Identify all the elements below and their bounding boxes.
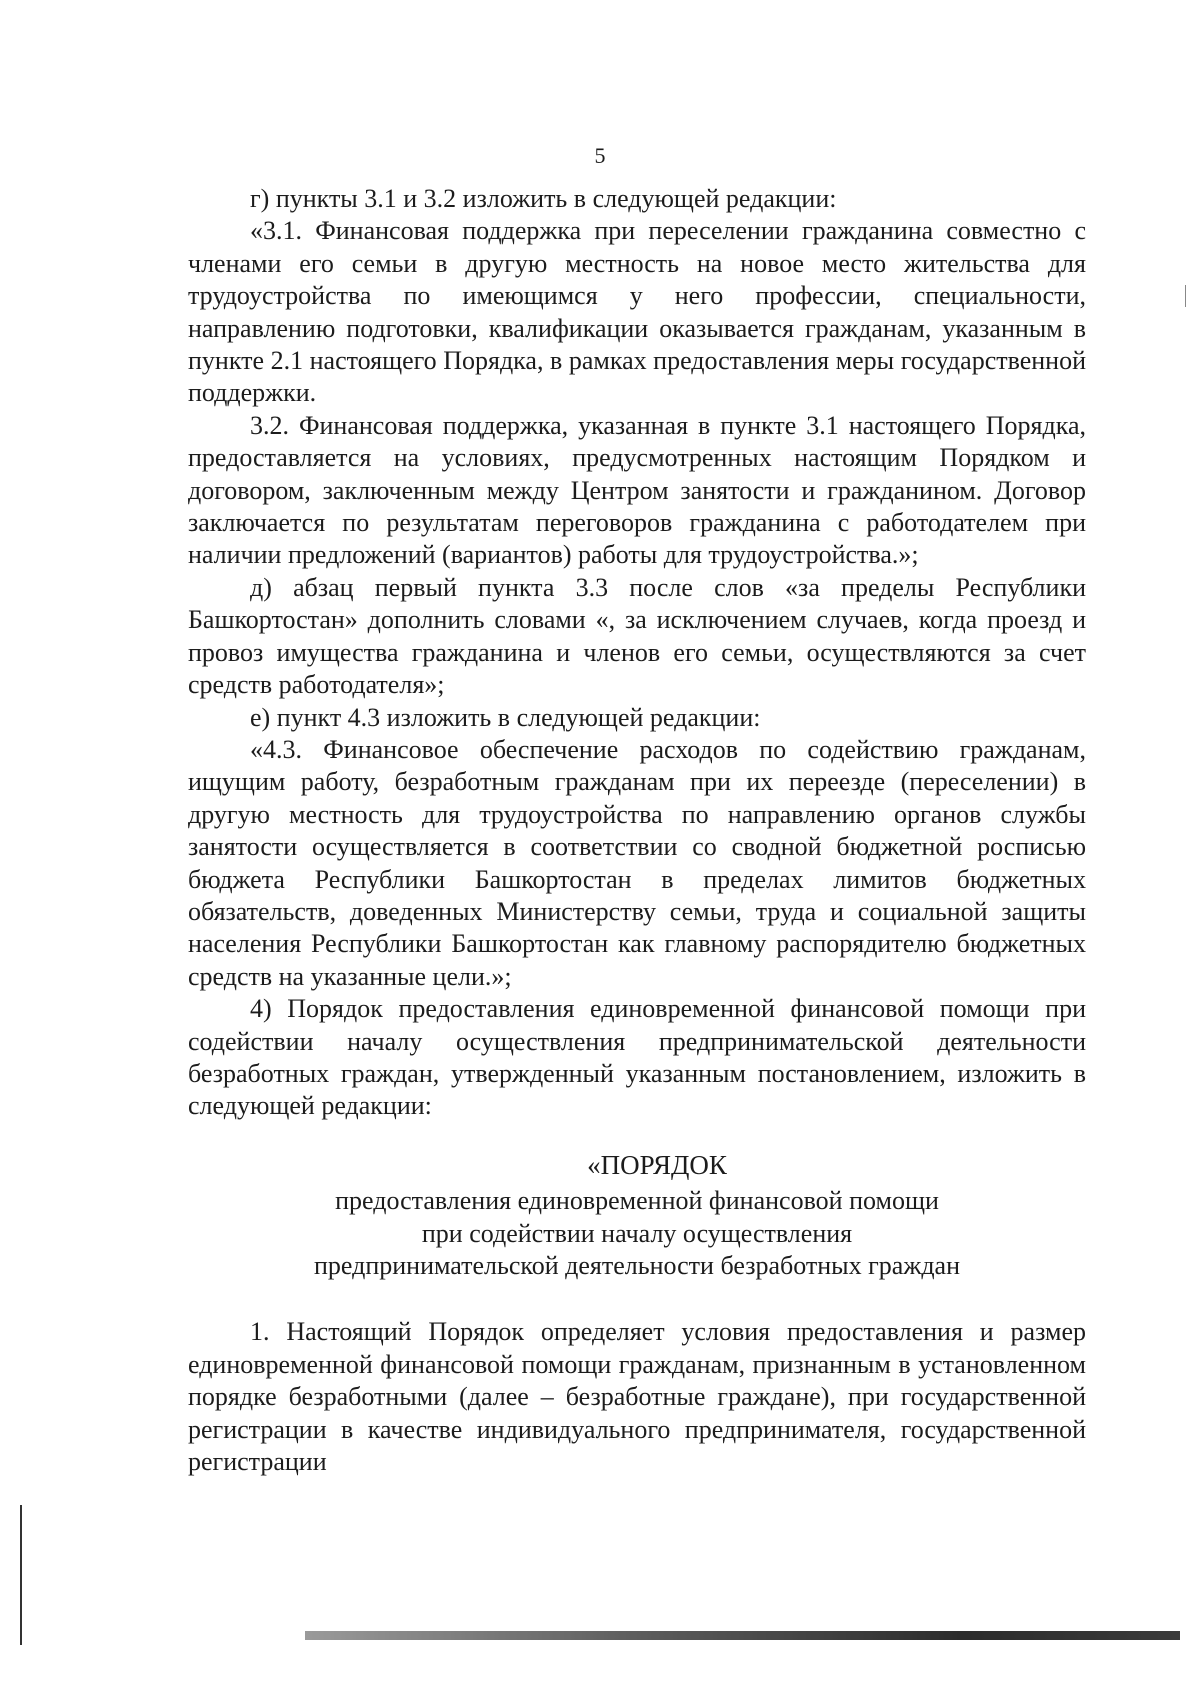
paragraph-item-e: е) пункт 4.3 изложить в следующей редакции: <box>250 702 761 732</box>
page-number: 5 <box>594 143 606 168</box>
paragraph-order-clause-1: 1. Настоящий Порядок определяет условия предоставления и размер единовременной финансовой помощи гражданам, признанным в установленном порядке безработными (далее – безработные граждане), при государственной регистрации в качестве индивидуального предпринимателя, государственной регистрации <box>188 1317 1086 1477</box>
paragraph-item-d: д) абзац первый пункта 3.3 после слов «за пределы Республики Башкортостан» дополнить словами «, за исключением случаев, когда проезд и провоз имущества гражданина и членов его семьи, осуществляются за счет средств работодателя»; <box>188 572 1086 700</box>
paragraph-clause-3-1: «3.1. Финансовая поддержка при переселении гражданина совместно с членами его семьи в другую местность на новое место жительства для трудоустройства по имеющимся у него профессии, специальности, направлению подготовки, квалификации оказывается гражданам, указанным в пункте 2.1 настоящего Порядка, в рамках предоставления меры государственной поддержки. <box>188 216 1086 408</box>
paragraph-clause-4-3: «4.3. Финансовое обеспечение расходов по содействию гражданам, ищущим работу, безработным гражданам при их переезде (переселении) в другую местность для трудоустройства по направлению органов службы занятости осуществляется в соответствии со сводной бюджетной росписью бюджета Республики Башкортостан в пределах лимитов бюджетных обязательств, доведенных Министерству семьи, труда и социальной защиты населения Республики Башкортостан как главному распорядителю бюджетных средств на указанные цели.»; <box>188 734 1086 991</box>
title-line-2: при содействии началу осуществления <box>421 1218 853 1248</box>
document-body <box>188 183 1086 1478</box>
document-title <box>188 1149 1086 1283</box>
paragraph-item-g: г) пункты 3.1 и 3.2 изложить в следующей редакции: <box>250 184 837 213</box>
title-main: «ПОРЯДОК <box>587 1149 727 1180</box>
title-line-3: предпринимательской деятельности безработных граждан <box>313 1251 960 1280</box>
paragraph-clause-3-2: 3.2. Финансовая поддержка, указанная в пункте 3.1 настоящего Порядка, предоставляется на условиях, предусмотренных настоящим Порядком и договором, заключенным между Центром занятости и гражданином. Договор заключается по результатам переговоров гражданина с работодателем при наличии предложений (вариантов) работы для трудоустройства.»; <box>188 410 1086 570</box>
title-line-1: предоставления единовременной финансовой помощи <box>335 1186 939 1216</box>
paragraph-item-4: 4) Порядок предоставления единовременной финансовой помощи при содействии началу осуществления предпринимательской деятельности безработных граждан, утвержденный указанным постановлением, изложить в следующей редакции: <box>188 994 1086 1121</box>
scan-artifact-left-edge <box>20 1505 22 1645</box>
scan-artifact-bottom-edge <box>305 1631 1180 1640</box>
scan-artifact-tick <box>1185 285 1186 307</box>
